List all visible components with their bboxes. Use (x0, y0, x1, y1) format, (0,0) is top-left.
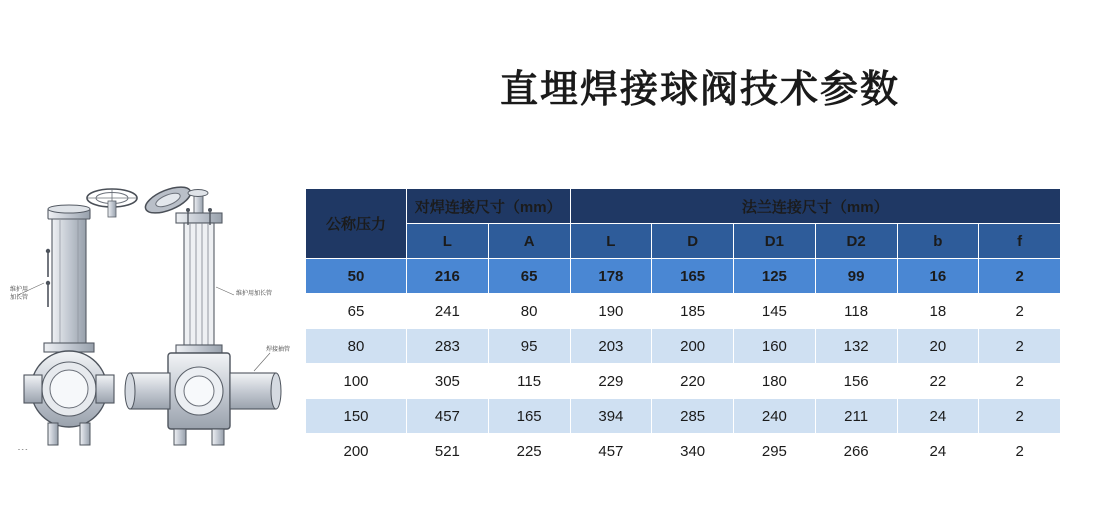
weld-pipe-left (130, 373, 170, 409)
table-row (306, 364, 1061, 399)
drawing-label-right-1: 维护用加长管 (236, 291, 273, 297)
cell-fl-b: 16 (897, 259, 979, 294)
cell-fl-D1: 145 (734, 294, 816, 329)
subheader-fl-D: D (652, 224, 734, 259)
group-header-row (306, 189, 1061, 224)
subheader-bw-A: A (488, 224, 570, 259)
cell-fl-D: 200 (652, 329, 734, 364)
cell-fl-D2: 156 (815, 364, 897, 399)
cell-fl-D2: 266 (815, 434, 897, 469)
valve-left-view (10, 189, 137, 453)
cell-bw-A: 225 (488, 434, 570, 469)
cell-dn: 100 (306, 364, 407, 399)
weld-pipe-right (230, 373, 276, 409)
subheader-fl-D1: D1 (734, 224, 816, 259)
cell-fl-f: 2 (979, 259, 1061, 294)
drawing-label-right-2: 焊接抽管 (266, 347, 291, 353)
subheader-fl-b: b (897, 224, 979, 259)
cell-dn: 200 (306, 434, 407, 469)
cell-fl-b: 22 (897, 364, 979, 399)
drawing-caption: - - - (18, 447, 28, 453)
cell-fl-D1: 125 (734, 259, 816, 294)
spec-table-head (306, 189, 1061, 259)
cell-bw-A: 95 (488, 329, 570, 364)
table-row (306, 294, 1061, 329)
cell-fl-D: 340 (652, 434, 734, 469)
cell-fl-b: 24 (897, 399, 979, 434)
cell-fl-L: 190 (570, 294, 652, 329)
drawing-label-left-1: 维护用 (10, 287, 29, 293)
cell-fl-L: 394 (570, 399, 652, 434)
page-title (0, 58, 1100, 113)
spec-table (305, 188, 1061, 469)
cell-fl-L: 457 (570, 434, 652, 469)
cell-bw-L: 305 (407, 364, 489, 399)
cell-dn: 80 (306, 329, 407, 364)
page-title-text: 直埋焊接球阀技术参数 (499, 69, 900, 111)
cell-fl-f: 2 (979, 434, 1061, 469)
cell-fl-f: 2 (979, 294, 1061, 329)
cell-bw-A: 80 (488, 294, 570, 329)
cell-fl-f: 2 (979, 364, 1061, 399)
cell-bw-L: 216 (407, 259, 489, 294)
cell-dn: 150 (306, 399, 407, 434)
valve-drawing (8, 165, 298, 455)
cell-bw-L: 283 (407, 329, 489, 364)
cell-fl-D1: 295 (734, 434, 816, 469)
subheader-fl-D2: D2 (815, 224, 897, 259)
valve-right-view (125, 182, 290, 445)
header-butt-weld-group: 对焊连接尺寸（mm） (407, 189, 571, 224)
sub-header-row (306, 224, 1061, 259)
cell-fl-D1: 240 (734, 399, 816, 434)
subheader-fl-f: f (979, 224, 1061, 259)
cell-bw-L: 521 (407, 434, 489, 469)
cell-fl-b: 18 (897, 294, 979, 329)
cell-fl-L: 229 (570, 364, 652, 399)
cell-fl-D: 220 (652, 364, 734, 399)
header-flange-group: 法兰连接尺寸（mm） (570, 189, 1061, 224)
table-row (306, 434, 1061, 469)
cell-fl-D2: 211 (815, 399, 897, 434)
cell-bw-A: 65 (488, 259, 570, 294)
cell-bw-A: 165 (488, 399, 570, 434)
cell-fl-D1: 160 (734, 329, 816, 364)
cell-fl-D: 185 (652, 294, 734, 329)
cell-bw-L: 241 (407, 294, 489, 329)
spec-table-wrap (305, 188, 1061, 469)
cell-fl-b: 24 (897, 434, 979, 469)
cell-fl-b: 20 (897, 329, 979, 364)
cell-fl-D: 285 (652, 399, 734, 434)
cell-bw-A: 115 (488, 364, 570, 399)
cell-fl-L: 178 (570, 259, 652, 294)
table-row (306, 399, 1061, 434)
cell-dn: 65 (306, 294, 407, 329)
cell-fl-f: 2 (979, 329, 1061, 364)
cell-fl-D2: 132 (815, 329, 897, 364)
extension-tube-left (52, 217, 86, 345)
cell-fl-D2: 118 (815, 294, 897, 329)
cell-fl-L: 203 (570, 329, 652, 364)
cell-dn: 50 (306, 259, 407, 294)
cell-fl-D: 165 (652, 259, 734, 294)
spec-table-body (306, 259, 1061, 469)
handwheel-left (87, 189, 137, 217)
cell-fl-f: 2 (979, 399, 1061, 434)
subheader-fl-L: L (570, 224, 652, 259)
table-row (306, 329, 1061, 364)
cell-bw-L: 457 (407, 399, 489, 434)
header-nominal-pressure: 公称压力 (306, 189, 407, 259)
extension-tube-right (184, 223, 214, 345)
subheader-bw-L: L (407, 224, 489, 259)
cell-fl-D1: 180 (734, 364, 816, 399)
cell-fl-D2: 99 (815, 259, 897, 294)
table-row (306, 259, 1061, 294)
drawing-label-left-2: 加长管 (10, 295, 29, 301)
